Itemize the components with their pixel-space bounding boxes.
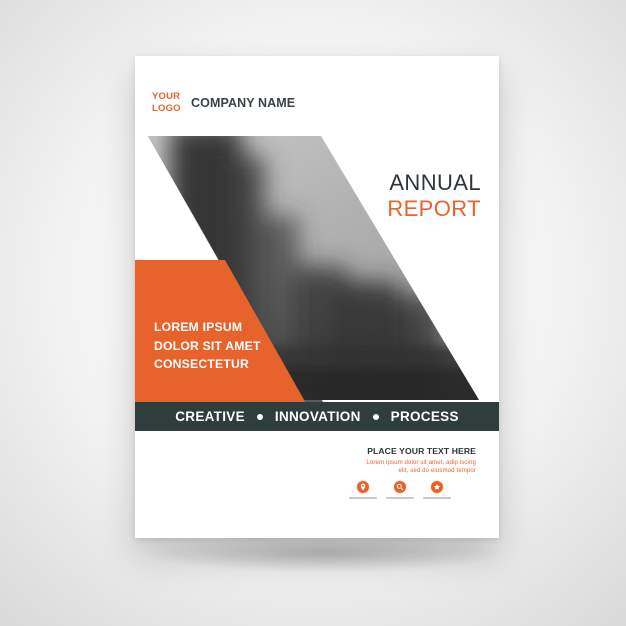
info-body-line-2: elit, sed do eiusmod tempor [398, 467, 476, 475]
report-title [387, 171, 481, 220]
location-pin-item [349, 480, 377, 502]
floor-shadow [150, 534, 500, 572]
logo-line-2: LOGO [152, 103, 181, 114]
star-item [423, 480, 451, 502]
tagline-line-1: LOREM IPSUM [154, 320, 243, 334]
search-icon [394, 481, 406, 493]
info-block [276, 446, 476, 476]
icon-row [349, 480, 479, 504]
company-name: COMPANY NAME [191, 96, 296, 110]
brochure-cover [135, 56, 499, 538]
title-line-annual: ANNUAL [389, 170, 481, 195]
title-line-report: REPORT [387, 196, 481, 222]
location-pin-icon [357, 481, 369, 493]
info-body [276, 459, 476, 476]
info-body-line-1: Lorem ipsum dolor sit amet, adip iscing [366, 459, 476, 466]
icon-caption-3 [423, 497, 451, 499]
logo-line-1: YOUR [152, 91, 181, 102]
tagline [154, 318, 261, 374]
band-item-process: PROCESS [390, 409, 459, 424]
band-item-innovation: INNOVATION [274, 409, 361, 424]
icon-caption-1 [349, 497, 377, 499]
star-icon [431, 481, 443, 493]
values-band [135, 402, 499, 431]
band-item-creative: CREATIVE [175, 409, 245, 424]
tagline-line-3: CONSECTETUR [154, 357, 249, 371]
band-dot-1 [257, 414, 263, 420]
logo [152, 91, 190, 115]
info-heading: PLACE YOUR TEXT HERE [367, 446, 476, 456]
icon-caption-2 [386, 497, 414, 499]
search-item [386, 480, 414, 502]
band-dot-2 [373, 414, 379, 420]
tagline-line-2: DOLOR SIT AMET [154, 338, 261, 353]
